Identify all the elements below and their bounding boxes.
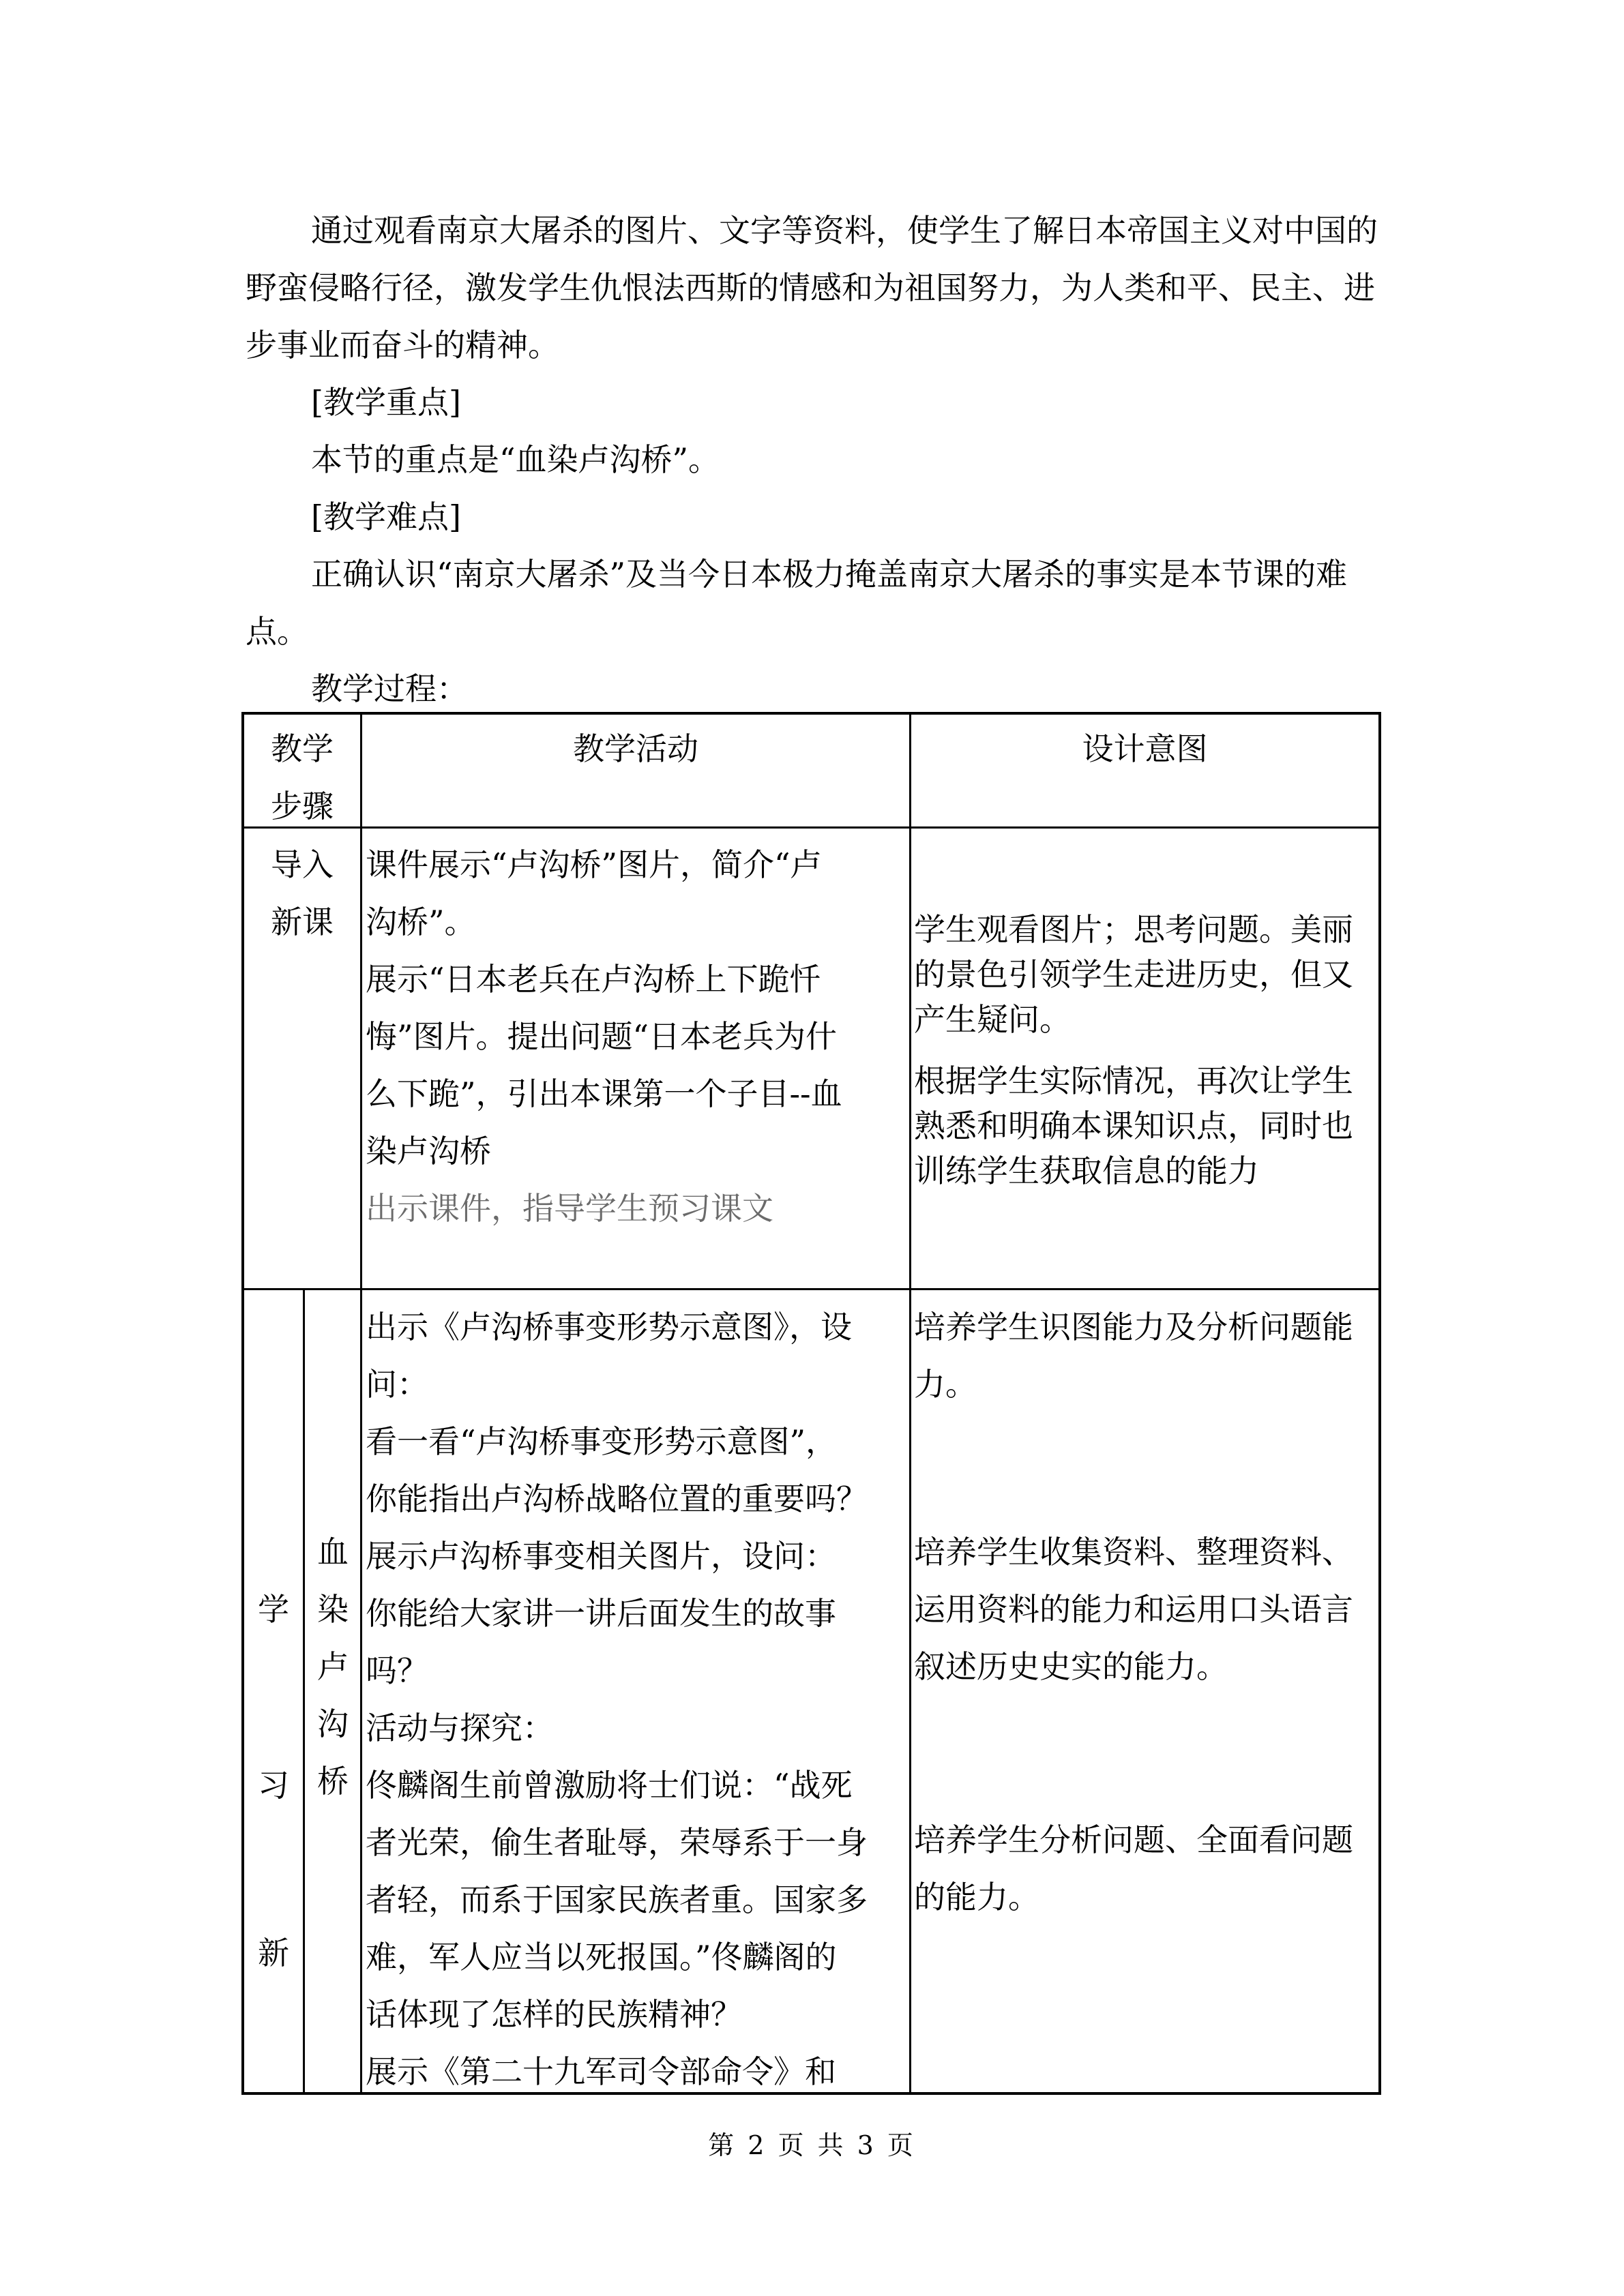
- intent-line: 培养学生识图能力及分析问题能: [914, 1309, 1353, 1345]
- intent-line: 运用资料的能力和运用口头语言: [914, 1591, 1353, 1628]
- learn-step-char: 新: [258, 1935, 289, 1971]
- learn-intent-1: [914, 1298, 1378, 1413]
- substep-char: 血: [317, 1534, 349, 1570]
- table-right-border: [1378, 712, 1381, 2095]
- header-activity: 教学活动: [573, 730, 698, 767]
- activity-line: 看一看“卢沟桥事变形势示意图”，: [366, 1423, 838, 1460]
- activity-line: 展示卢沟桥事变相关图片，设问：: [366, 1538, 836, 1575]
- intent-line: 学生观看图片；思考问题。美丽: [914, 911, 1353, 948]
- activity-line: 展示《第二十九军司令部命令》和: [366, 2053, 836, 2090]
- substep-char: 沟: [317, 1705, 349, 1742]
- activity-line: 难，军人应当以死报国。”佟麟阁的: [366, 1939, 837, 1976]
- key-point-heading: [教学重点]: [311, 384, 461, 421]
- substep-char: 卢: [317, 1648, 349, 1685]
- activity-line: 佟麟阁生前曾激励将士们说：“战死: [366, 1767, 853, 1804]
- activity-line: 话体现了怎样的民族精神？: [366, 1996, 742, 2033]
- header-step-line: 教学: [271, 730, 334, 767]
- intent-line: 培养学生收集资料、整理资料、: [914, 1534, 1353, 1570]
- activity-line: 活动与探究：: [366, 1710, 554, 1746]
- substep-char: 染: [317, 1591, 349, 1628]
- substep-char: 桥: [317, 1763, 349, 1800]
- intent-line: 根据学生实际情况，再次让学生: [914, 1062, 1353, 1099]
- activity-line: 你能给大家讲一讲后面发生的故事: [366, 1595, 836, 1632]
- intent-line: 产生疑问。: [914, 1001, 1071, 1038]
- difficulty-text: 正确认识“南京大屠杀”及当今日本极力掩盖南京大屠杀的事实是本节课的难点。: [246, 556, 1348, 650]
- activity-line: 课件展示“卢沟桥”图片，简介“卢: [366, 846, 822, 883]
- activity-line: 染卢沟桥: [366, 1133, 491, 1169]
- activity-line: 者光荣，偷生者耻辱，荣辱系于一身: [366, 1824, 868, 1861]
- activity-line: 悔”图片。提出问题“日本老兵为什: [366, 1018, 838, 1055]
- activity-line: 出示《卢沟桥事变形势示意图》，设: [366, 1309, 852, 1345]
- intro-step: [244, 836, 360, 951]
- intro-step-line: 新课: [271, 904, 334, 940]
- difficulty-heading: [教学难点]: [311, 498, 461, 535]
- intent-line: 的能力。: [914, 1879, 1039, 1915]
- table-row-divider: [241, 826, 1381, 829]
- intro-intent-2: [914, 1058, 1378, 1193]
- intent-line: 培养学生分析问题、全面看问题: [914, 1821, 1353, 1858]
- table-top-border: [241, 712, 1381, 715]
- header-intent: 设计意图: [1082, 730, 1208, 767]
- intent-line: 力。: [914, 1366, 977, 1403]
- key-point-text: 本节的重点是“血染卢沟桥”。: [311, 441, 720, 478]
- table-subcolumn-divider: [303, 1288, 305, 2095]
- activity-line: 么下跪”，引出本课第一个子目--血: [366, 1075, 842, 1112]
- page-number-footer: 第 2 页 共 3 页: [708, 2130, 916, 2160]
- learn-step-char: 习: [258, 1767, 289, 1804]
- intent-line: 叙述历史史实的能力。: [914, 1648, 1228, 1685]
- activity-line: 者轻，而系于国家民族者重。国家多: [366, 1881, 868, 1918]
- intro-intent-1: [914, 907, 1378, 1042]
- table-row-divider: [241, 1288, 1381, 1290]
- activity-line-grey: 出示课件，指导学生预习课文: [366, 1190, 773, 1227]
- intent-line: 的景色引领学生走进历史，但又: [914, 956, 1353, 993]
- activity-line: 你能指出卢沟桥战略位置的重要吗？: [366, 1480, 868, 1517]
- learn-step-char: 学: [258, 1591, 289, 1628]
- activity-line: 吗？: [366, 1652, 428, 1689]
- activity-line: 展示“日本老兵在卢沟桥上下跪忏: [366, 961, 821, 998]
- intent-line: 训练学生获取信息的能力: [914, 1152, 1259, 1189]
- table-column-divider: [360, 712, 362, 2095]
- learn-activity: [366, 1298, 908, 2100]
- header-step-line: 步骤: [271, 788, 334, 824]
- table-column-divider: [909, 712, 911, 2095]
- objective-paragraph: 通过观看南京大屠杀的图片、文字等资料，使学生了解日本帝国主义对中国的野蛮侵略行径，激发学生仇恨法西斯的情感和为祖国努力，为人类和平、民主、进步事业而奋斗的精神。: [246, 212, 1378, 363]
- intro-step-line: 导入: [271, 846, 334, 883]
- activity-line: 沟桥”。: [366, 904, 476, 940]
- intro-activity: [366, 836, 908, 1237]
- activity-line: 问：: [366, 1366, 428, 1403]
- process-heading: 教学过程：: [311, 670, 468, 707]
- intent-line: 熟悉和明确本课知识点，同时也: [914, 1107, 1353, 1144]
- learn-intent-2: [914, 1523, 1378, 1695]
- header-step: [244, 720, 360, 835]
- learn-intent-3: [914, 1811, 1378, 1926]
